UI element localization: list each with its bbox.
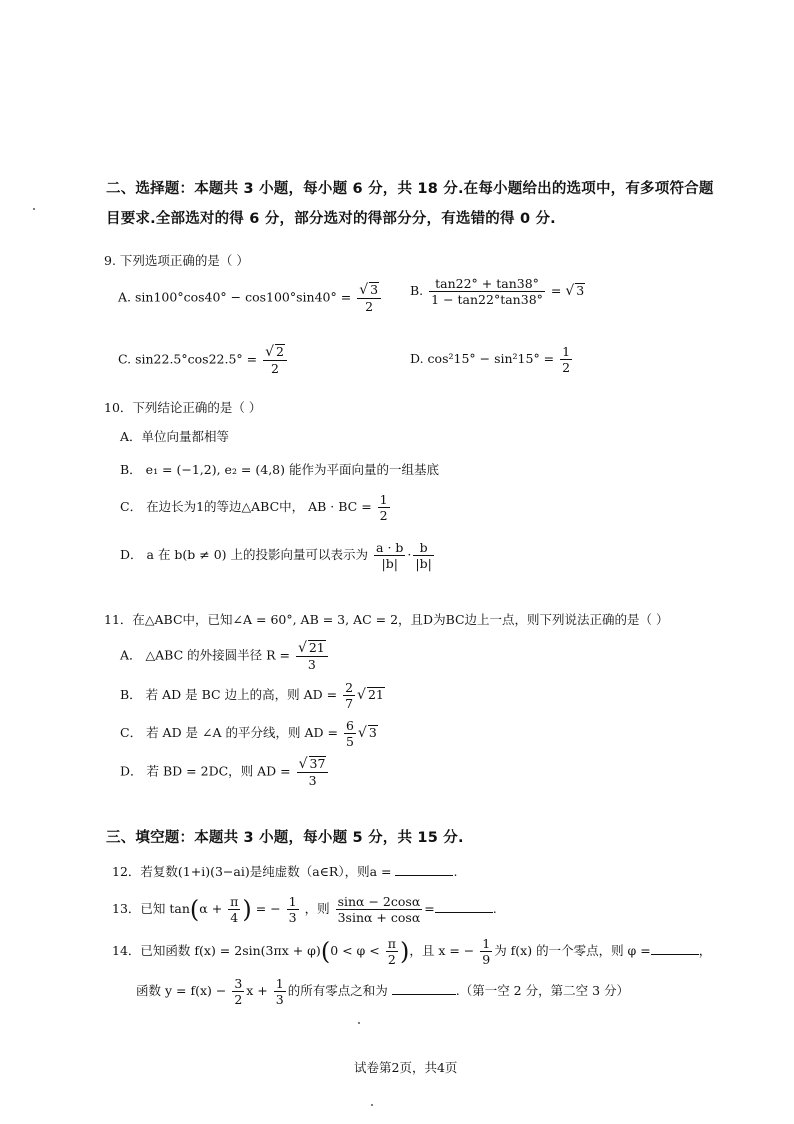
q14-three-halves [232,976,244,1007]
q14-cond: 0 < φ < [330,943,380,958]
q10-c-denominator: 2 [379,508,388,523]
section2-heading-line2: 目要求.全部选对的得 6 分，部分选对的得部分分，有选错的得 0 分. [106,211,556,227]
q10-d-denominator2: |b| [415,556,432,571]
q13-fraction [336,894,423,925]
q9-a-denominator: 2 [365,299,374,314]
q13-four: 4 [230,910,239,925]
q11-b-radicand: 21 [367,687,384,702]
q9-c-expr: sin22.5°cos22.5° = [135,351,258,367]
q10-d-numerator1: a · b [376,540,404,555]
q12-answer-blank[interactable] [395,863,453,876]
q11-c-pre: 若 AD 是 ∠A 的平分线，则 AD = [146,725,338,740]
q14-one: 1 [482,936,491,951]
q10-d-label: D． [120,547,143,562]
q11-d-denominator: 3 [308,773,317,788]
q13-pi-over-4 [228,894,240,925]
q9-d-expr: cos²15° − sin²15° = [427,351,555,366]
q9-b-fraction [429,276,545,307]
q11-a-denominator: 3 [307,657,316,672]
q9-d-numerator: 1 [562,344,571,359]
q9-b-numerator: tan22° + tan38° [429,276,545,292]
q14-line2-mid: x + [246,983,268,998]
q9-c-label: C. [118,351,132,367]
q14-two2: 2 [234,992,243,1007]
q10-d-pre: a 在 b(b ≠ 0) 上的投影向量可以表示为 [146,547,369,562]
q13: 13．已知 tan(α + $\frac{\pi}{4}$ ) = − $\frac{1}{3}$ ，则 $\frac{\sin\alpha - 2\cos\alpha}{3\sin\alpha + \cos\alpha}$ = . [112,894,497,925]
q11-a-label: A． [120,647,142,663]
page-footer: 试卷第2页，共4页 [354,1060,458,1075]
q13-tan-inner: α + [199,901,223,916]
q10-b-expr: e₁ = (−1,2), e₂ = (4,8) [145,462,286,477]
scan-speck [358,1022,360,1024]
q13-eq2: = [424,901,435,916]
q11-d-numerator: 37 [309,756,326,771]
q14-answer-blank-2[interactable] [392,982,456,995]
q14-mid2: 为 f(x) 的一个零点，则 φ = [494,943,651,958]
q13-one-third [287,894,299,925]
q9-stem: 9. 下列选项正确的是（ ） [104,253,249,268]
q9-a-label: A. [118,289,132,305]
q11-option-d [120,756,330,788]
q9-b-denominator: 1 − tan22°tan38° [431,292,543,307]
q11-a-pre: △ABC 的外接圆半径 R = [145,647,290,663]
q10-option-d: D． a 在 b(b ≠ 0) 上的投影向量可以表示为 $\frac{a \cdot b}{|b|}$ · $\frac{b}{|b|}$ [120,540,432,571]
q14-three2: 3 [275,992,284,1007]
q9-a-numerator: 3 [370,282,379,297]
q13-label: 13．已知 [112,901,166,916]
q11-option-c: C． 若 AD 是 ∠A 的平分线，则 AD = $\frac{6}{5}$ √ 3 [120,718,377,749]
q13-tan: tan [169,901,190,916]
q11-b-pre: 若 AD 是 BC 边上的高，则 AD = [145,687,338,702]
q10-c-pre: 在边长为1的等边△ABC中， [146,499,305,514]
q14-label: 14．已知函数 [112,943,191,958]
q10-option-c [120,492,392,523]
q10-c-label: C． [120,499,143,514]
q9-b-radicand: 3 [576,283,585,298]
q13-denominator: 3sinα + cosα [337,910,421,925]
q9-a-expr: sin100°cos40° − cos100°sin40° = [135,289,352,305]
q10-c-numerator: 1 [379,492,388,507]
q10-d-fraction1 [374,540,405,571]
q13-numerator: sinα − 2cosα [337,894,421,909]
q14-one-third [274,976,286,1007]
q14-one-ninth [480,936,492,967]
q11-option-a [120,640,330,672]
q9-option-a [118,282,383,314]
q10-option-b [120,460,439,478]
q11-d-pre: 若 BD = 2DC，则 AD = [146,763,291,779]
q9-c-numerator: 2 [276,344,284,359]
q14-line2 [136,976,629,1007]
q11-stem: 11．在△ABC中，已知∠A = 60°, AB = 3, AC = 2，且D为BC边上一点，则下列说法正确的是（ ） [104,612,669,627]
q11-a-numerator: 21 [308,640,325,655]
q9-option-d [410,344,574,375]
q10-b-tail: 能作为平面向量的一组基底 [289,462,440,477]
q14-line2-end: .（第一空 2 分，第二空 3 分） [455,983,629,998]
q12 [112,862,457,880]
q13-three: 3 [288,910,297,925]
q11-d-label: D． [120,763,143,779]
section2-heading-line1: 二、选择题：本题共 3 小题，每小题 6 分，共 18 分.在每小题给出的选项中，有多项符合题 [106,181,714,197]
q9-c-fraction: $\frac{√ 2}{2}$ [263,344,287,376]
q11-c-label: C． [120,725,143,740]
q9-option-b: B. $\frac{\tan 22^\circ + \tan 38^\circ}{1 - \tan 22^\circ\tan 38^\circ}$ = √ 3 [410,276,585,307]
q9-b-label: B. [410,283,424,298]
q13-mid: ，则 [304,901,330,916]
q9-b-eq: = [550,283,562,298]
q11-b-label: B． [120,687,142,702]
q11-option-b: B． 若 AD 是 BC 边上的高，则 AD = $\frac{2}{7}$ √ 21 [120,680,384,711]
q14-line2-tail: 的所有零点之和为 [287,983,388,998]
q10-b-label: B． [120,462,142,477]
q11-b-denominator: 7 [345,696,354,711]
q13-one: 1 [288,894,297,909]
q9-c-denominator: 2 [271,361,279,376]
q10-c-expr: AB · BC = [308,499,372,514]
q12-end: . [453,864,458,879]
q11-c-radicand: 3 [368,725,377,740]
q13-answer-blank[interactable] [435,900,493,913]
q9-d-fraction [560,344,572,375]
q11-b-fraction [343,680,355,711]
q14-nine: 9 [482,952,491,967]
q11-a-fraction: $\frac{√ 21}{3}$ [296,640,328,672]
q10-d-numerator2: b [413,540,433,556]
q11-d-fraction: $\frac{√ 37}{3}$ [297,756,329,788]
scan-speck [371,1104,373,1106]
q10-c-fraction [378,492,390,523]
q11-b-numerator: 2 [345,680,354,695]
q12-text: 12．若复数(1+i)(3−ai)是纯虚数（a∈R），则a = [112,864,392,879]
q14-end: ， [698,943,712,958]
q14-one2: 1 [275,976,284,991]
q9-option-c [118,344,289,376]
q11-c-numerator: 6 [345,718,354,733]
q14-pi: π [387,936,396,951]
q14-fx: f(x) = 2sin(3πx + φ) [194,943,321,958]
q14-three: 3 [234,976,243,991]
q14-pi-over-2 [386,936,398,967]
q13-pi: π [230,894,239,909]
q10-d-denominator1: |b| [381,556,398,571]
q10-d-fraction2 [413,540,433,571]
q14-line2-pre: 函数 y = f(x) − [136,983,227,998]
section3-heading: 三、填空题：本题共 3 小题，每小题 5 分，共 15 分. [106,830,464,846]
q14-answer-blank-1[interactable] [651,942,699,955]
q10-option-a: A．单位向量都相等 [120,429,230,444]
q10-stem: 10．下列结论正确的是（ ） [104,400,262,415]
q13-end: . [492,901,497,916]
scan-speck [33,208,35,210]
q14-line1: 14．已知函数 f(x) = 2sin(3πx + φ)(0 < φ < $\frac{\pi}{2}$ )，且 x = − $\frac{1}{9}$ 为 f(x) 的一个零点，则 φ = ， [112,936,712,967]
q9-a-fraction: $\frac{√ 3}{2}$ [357,282,381,314]
q11-c-denominator: 5 [345,734,354,749]
q9-d-label: D. [410,351,424,366]
q14-mid: ，且 x = − [409,943,475,958]
q11-c-fraction [344,718,356,749]
q14-two: 2 [387,952,396,967]
q13-eq: = − [255,901,281,916]
q9-d-denominator: 2 [562,360,571,375]
